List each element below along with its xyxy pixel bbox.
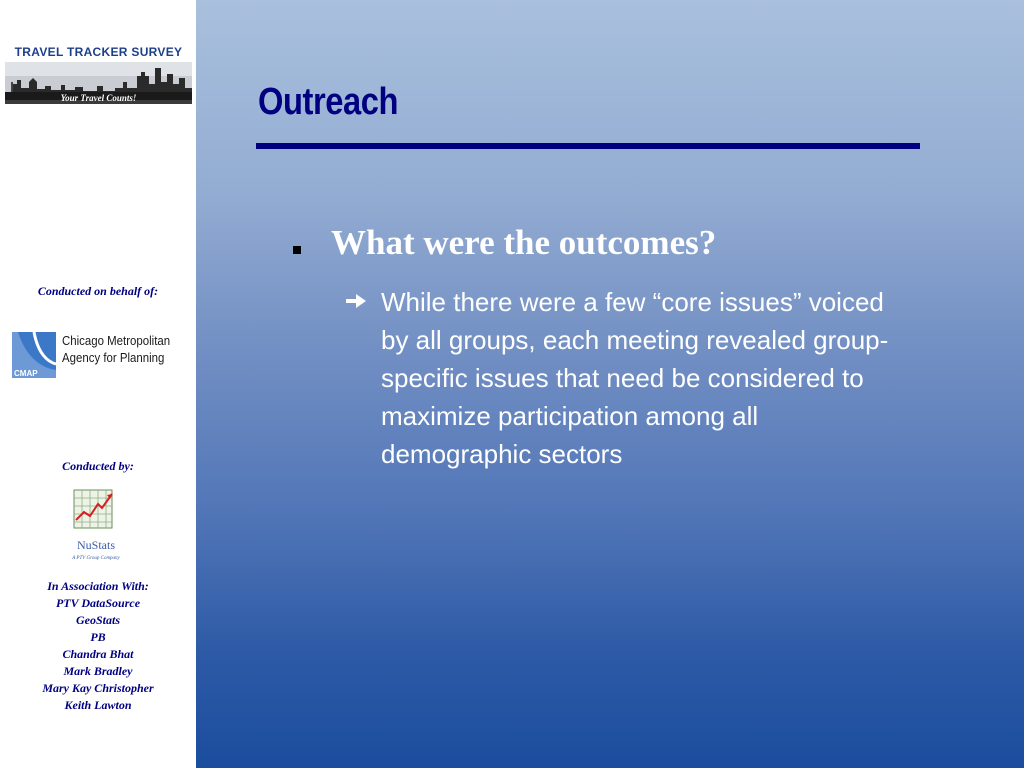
- nustats-subtitle: A PTV Group Company: [72, 556, 120, 561]
- association-item: Chandra Bhat: [62, 647, 134, 661]
- travel-tracker-logo-title: TRAVEL TRACKER SURVEY: [14, 45, 183, 59]
- sub-bullet-line: maximize participation among all: [381, 401, 759, 431]
- cmap-logo: [12, 330, 188, 380]
- cmap-mark-icon: [12, 332, 56, 378]
- sub-bullet-line: by all groups, each meeting revealed group-: [381, 325, 889, 355]
- association-item: Mark Bradley: [63, 664, 133, 678]
- bullet-heading: What were the outcomes?: [331, 223, 717, 262]
- association-item: Keith Lawton: [64, 698, 132, 712]
- square-bullet-icon: [293, 246, 301, 254]
- association-heading: In Association With:: [47, 579, 149, 593]
- line-chart-icon: [72, 488, 116, 532]
- association-item: PTV DataSource: [55, 596, 141, 610]
- cmap-name-line1: Chicago Metropolitan: [62, 333, 171, 348]
- conducted-by-label: Conducted by:: [62, 459, 134, 473]
- nustats-name: NuStats: [76, 538, 115, 552]
- cmap-name: [62, 332, 176, 366]
- association-item: GeoStats: [75, 613, 120, 627]
- sub-bullet-text: [381, 283, 1006, 473]
- conducted-on-behalf-label: Conducted on behalf of:: [37, 284, 159, 298]
- sub-bullet-line: specific issues that need be considered to: [381, 363, 864, 393]
- slide-title: Outreach: [258, 81, 399, 123]
- travel-tracker-logo: [5, 42, 192, 104]
- association-list: [0, 578, 196, 714]
- sub-bullet-line: demographic sectors: [381, 439, 623, 469]
- title-underline: [256, 143, 920, 149]
- sub-bullet-line: While there were a few “core issues” voiced: [381, 287, 884, 317]
- association-item: Mary Kay Christopher: [42, 681, 154, 695]
- cmap-name-line2: Agency for Planning: [62, 350, 165, 365]
- association-item: PB: [90, 630, 106, 644]
- arrow-right-icon: [345, 293, 367, 309]
- sidebar: [0, 0, 196, 768]
- cmap-mark-text: CMAP: [14, 369, 38, 378]
- nustats-logo: [58, 488, 138, 568]
- travel-tracker-tagline: Your Travel Counts!: [60, 93, 137, 103]
